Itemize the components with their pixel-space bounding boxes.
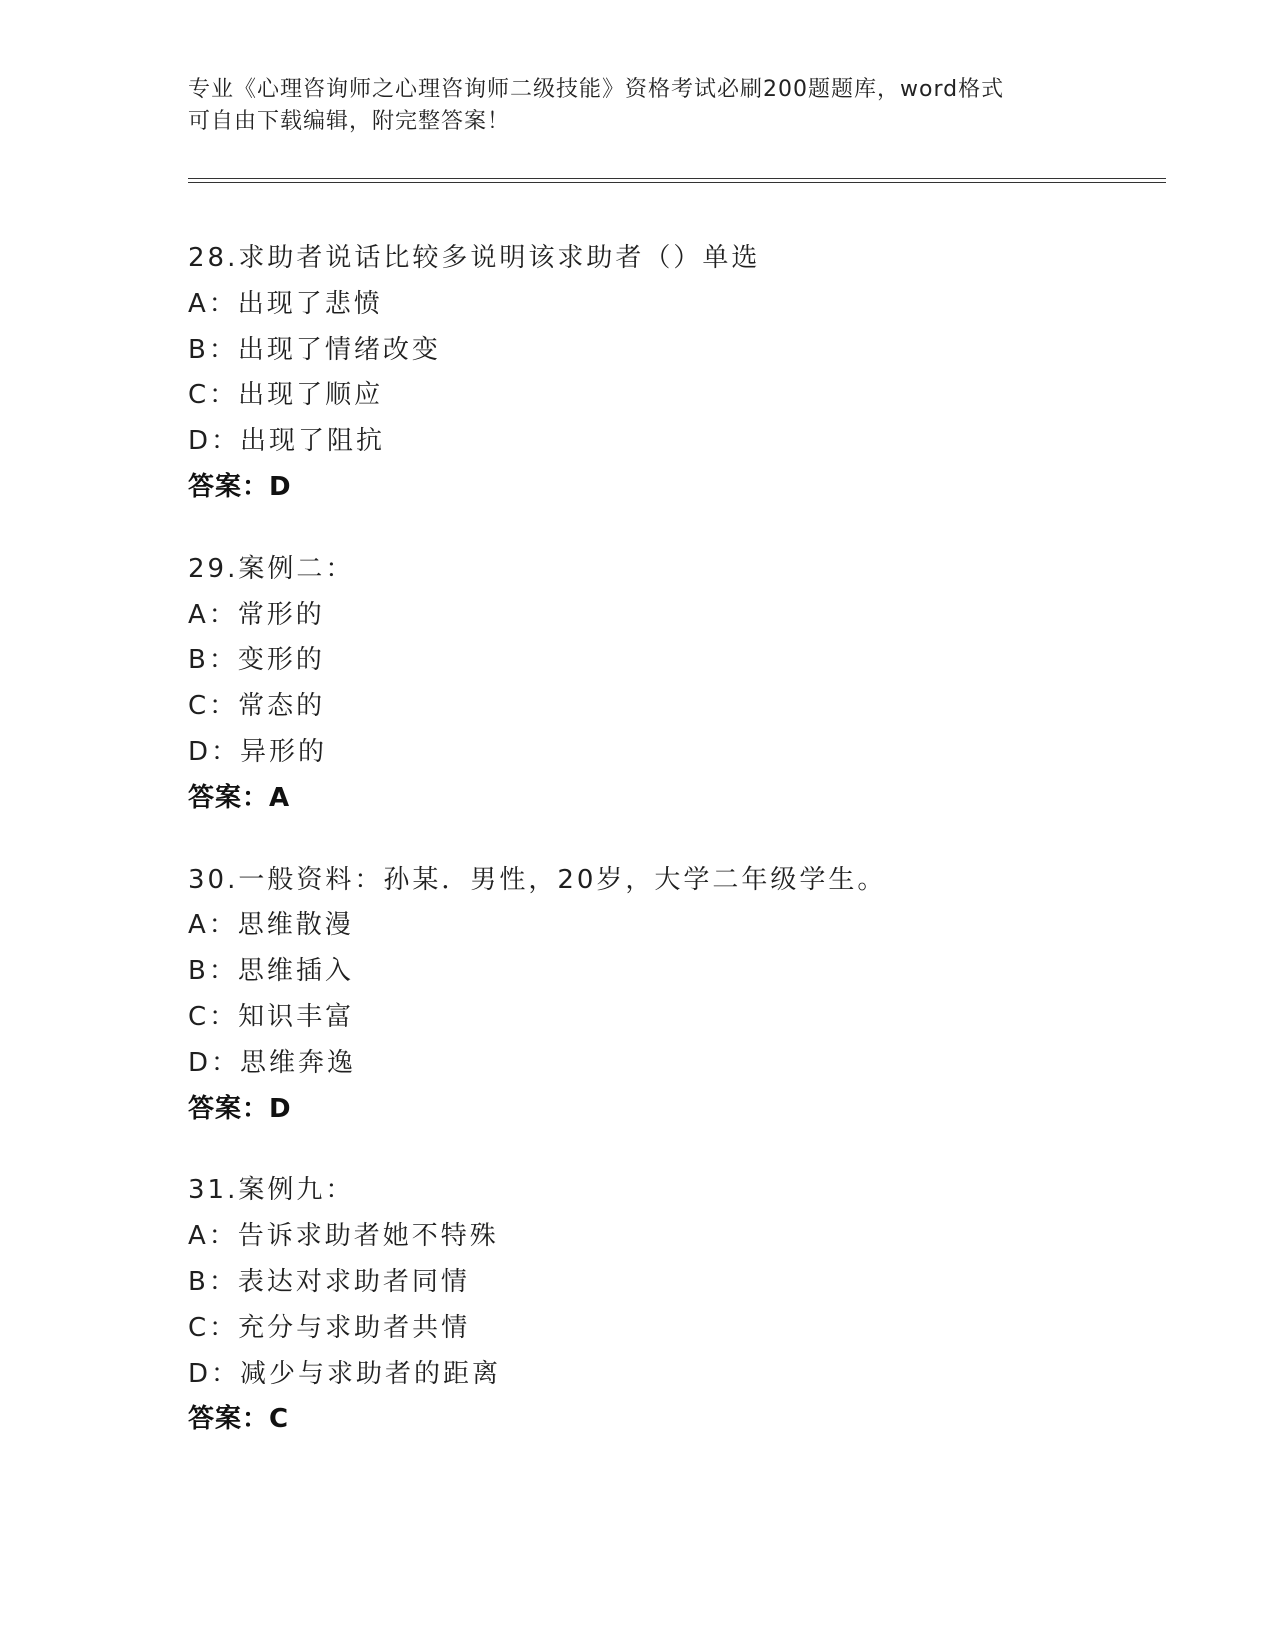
option-a: A：常形的 bbox=[188, 599, 325, 630]
question-stem: 30.一般资料：孙某．男性，20岁，大学二年级学生。 bbox=[188, 864, 887, 895]
question-28 bbox=[188, 236, 1148, 511]
answer-line: 答案：D bbox=[188, 471, 292, 502]
option-a: A：出现了悲愤 bbox=[188, 288, 383, 319]
option-b: B：变形的 bbox=[188, 645, 325, 676]
option-a: A：告诉求助者她不特殊 bbox=[188, 1221, 499, 1252]
header-double-rule bbox=[188, 178, 1166, 183]
question-stem: 28.求助者说话比较多说明该求助者（）单选 bbox=[188, 243, 761, 273]
option-d: D：出现了阻抗 bbox=[188, 426, 386, 457]
answer-line: 答案：A bbox=[188, 782, 291, 813]
option-b: B：表达对求助者同情 bbox=[188, 1266, 470, 1297]
option-c: C：出现了顺应 bbox=[188, 380, 384, 411]
question-stem: 31.案例九： bbox=[188, 1175, 355, 1206]
answer-line: 答案：C bbox=[188, 1404, 290, 1435]
answer-line: 答案：D bbox=[188, 1093, 292, 1124]
option-c: C：常态的 bbox=[188, 691, 326, 722]
option-d: D：减少与求助者的距离 bbox=[188, 1358, 502, 1389]
question-31 bbox=[188, 1168, 1148, 1443]
option-d: D：思维奔逸 bbox=[188, 1047, 357, 1078]
option-d: D：异形的 bbox=[188, 736, 328, 767]
document-header bbox=[188, 74, 1088, 138]
option-b: B：思维插入 bbox=[188, 956, 354, 987]
option-c: C：充分与求助者共情 bbox=[188, 1312, 471, 1343]
question-29 bbox=[188, 547, 1148, 822]
header-line-2: 可自由下载编辑，附完整答案！ bbox=[188, 109, 511, 134]
option-a: A：思维散漫 bbox=[188, 910, 354, 941]
option-b: B：出现了情绪改变 bbox=[188, 334, 441, 365]
option-c: C：知识丰富 bbox=[188, 1001, 355, 1032]
question-list bbox=[188, 236, 1148, 1479]
header-line-1: 专业《心理咨询师之心理咨询师二级技能》资格考试必刷200题题库，word格式 bbox=[188, 77, 1005, 102]
question-stem: 29.案例二： bbox=[188, 553, 355, 584]
question-30 bbox=[188, 858, 1148, 1133]
